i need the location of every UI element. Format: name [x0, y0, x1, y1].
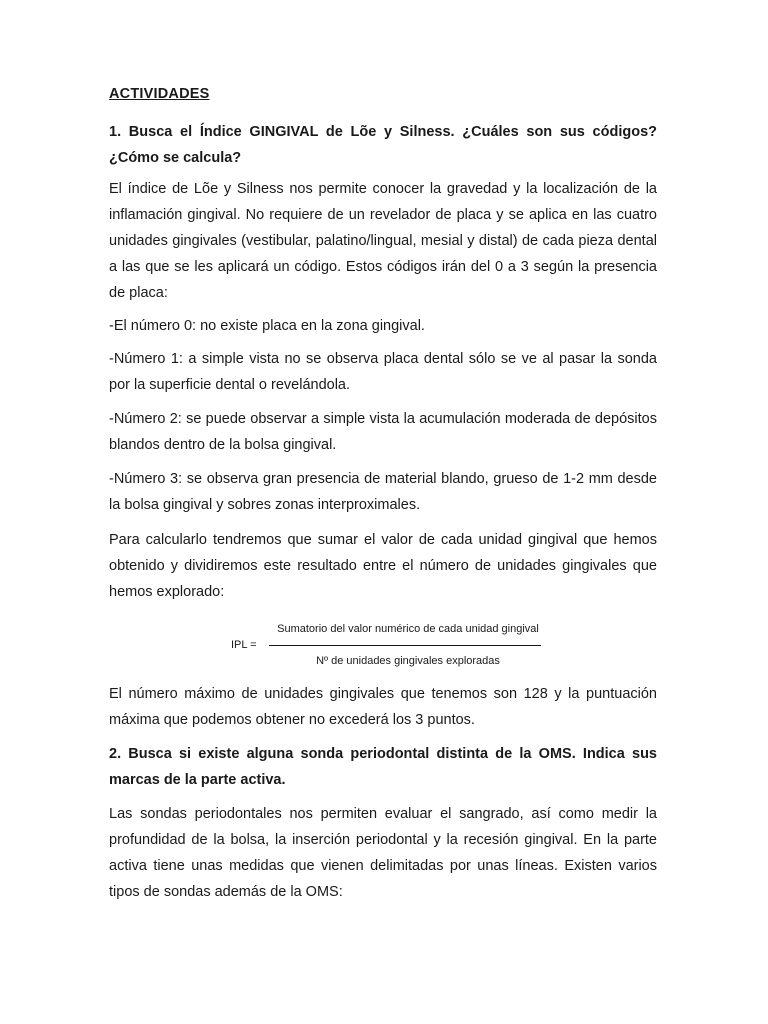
formula-denominator: Nº de unidades gingivales exploradas — [316, 655, 500, 667]
question-1-intro: El índice de Lõe y Silness nos permite conocer la gravedad y la localización de la inflamación gingival. No requiere de un revelador de placa y se aplica en las cuatro unidades gingivales (vestibular, palatino/lingual, mesial y distal) de cada pieza dental a las que se les aplicará un código. Estos códigos irán del 0 a 3 según la presencia de placa: — [109, 181, 657, 301]
code-0-item: -El número 0: no existe placa en la zona gingival. — [109, 318, 425, 334]
document-title: ACTIVIDADES — [109, 86, 210, 102]
code-2-item: -Número 2: se puede observar a simple vista la acumulación moderada de depósitos blandos dentro de la bolsa gingival. — [109, 411, 657, 453]
max-score-paragraph: El número máximo de unidades gingivales que tenemos son 128 y la puntuación máxima que podemos obtener no excederá los 3 puntos. — [109, 686, 657, 728]
question-2-paragraph: Las sondas periodontales nos permiten evaluar el sangrado, así como medir la profundidad de la bolsa, la inserción periodontal y la recesión gingival. En la parte activa tiene unas medidas que vienen delimitadas por unas líneas. Existen varios tipos de sondas además de la OMS: — [109, 806, 657, 900]
question-1-heading: 1. Busca el Índice GINGIVAL de Lõe y Silness. ¿Cuáles son sus códigos? ¿Cómo se calcula? — [109, 124, 657, 166]
question-2-heading: 2. Busca si existe alguna sonda periodontal distinta de la OMS. Indica sus marcas de la parte activa. — [109, 746, 657, 788]
fraction-bar — [269, 645, 541, 646]
ipl-formula — [231, 618, 551, 674]
formula-numerator: Sumatorio del valor numérico de cada unidad gingival — [277, 623, 539, 635]
calculation-paragraph: Para calcularlo tendremos que sumar el valor de cada unidad gingival que hemos obtenido y dividiremos este resultado entre el número de unidades gingivales que hemos explorado: — [109, 532, 657, 600]
formula-lhs: IPL = — [231, 639, 257, 651]
code-1-item: -Número 1: a simple vista no se observa placa dental sólo se ve al pasar la sonda por la superficie dental o revelándola. — [109, 351, 657, 393]
code-3-item: -Número 3: se observa gran presencia de material blando, grueso de 1-2 mm desde la bolsa gingival y sobres zonas interproximales. — [109, 471, 657, 513]
